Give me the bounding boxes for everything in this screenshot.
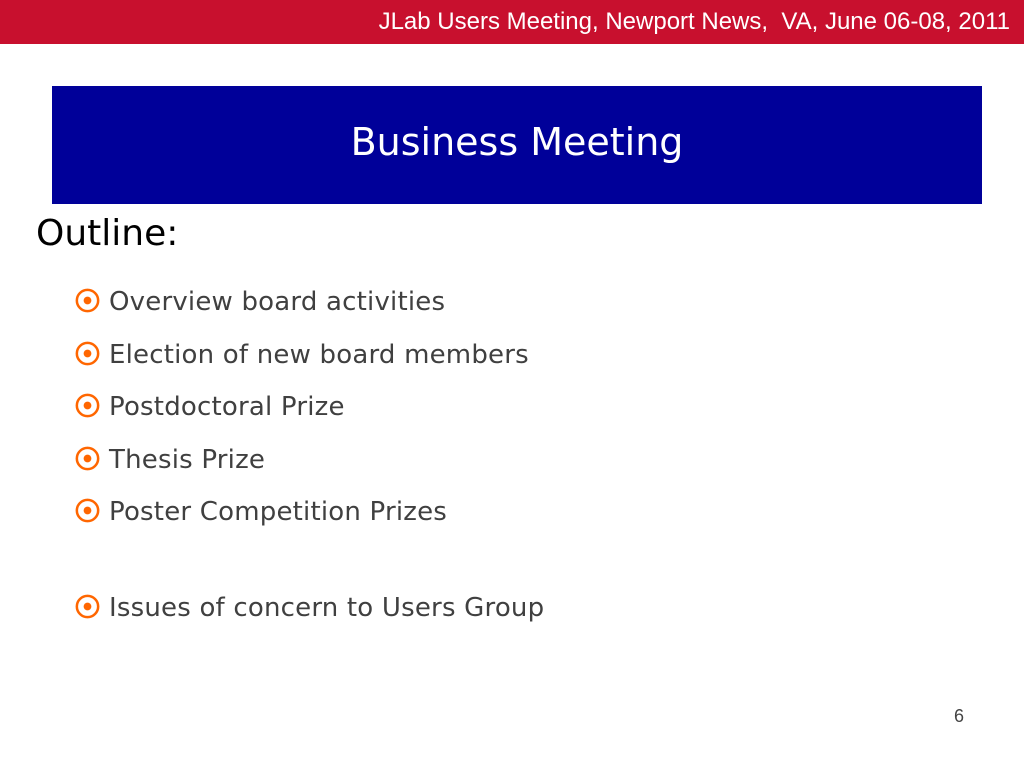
circled-dot-icon [72,285,103,316]
circled-dot-icon [72,443,103,474]
header-bar [0,0,1024,44]
list-item [72,282,445,322]
list-item [72,387,345,427]
circled-dot-icon [72,390,103,421]
header-text: JLab Users Meeting, Newport News, VA, June 06-08, 2011 [378,8,1010,35]
page-number: 6 [953,706,964,726]
title-box [52,86,982,204]
list-item-label: Issues of concern to Users Group [109,593,545,623]
list-item [72,335,529,375]
list-item [72,588,544,628]
list-item [72,440,265,480]
slide-title: Business Meeting [350,120,684,164]
circled-dot-icon [72,591,103,622]
circled-dot-icon [72,338,103,369]
list-item-label: Election of new board members [109,340,529,370]
list-item-label: Postdoctoral Prize [109,392,345,422]
circled-dot-icon [72,495,103,526]
outline-heading: Outline: [36,213,179,254]
list-item-label: Overview board activities [109,287,446,317]
list-item-label: Thesis Prize [109,445,266,475]
list-item [72,492,447,532]
list-item-label: Poster Competition Prizes [109,497,448,527]
